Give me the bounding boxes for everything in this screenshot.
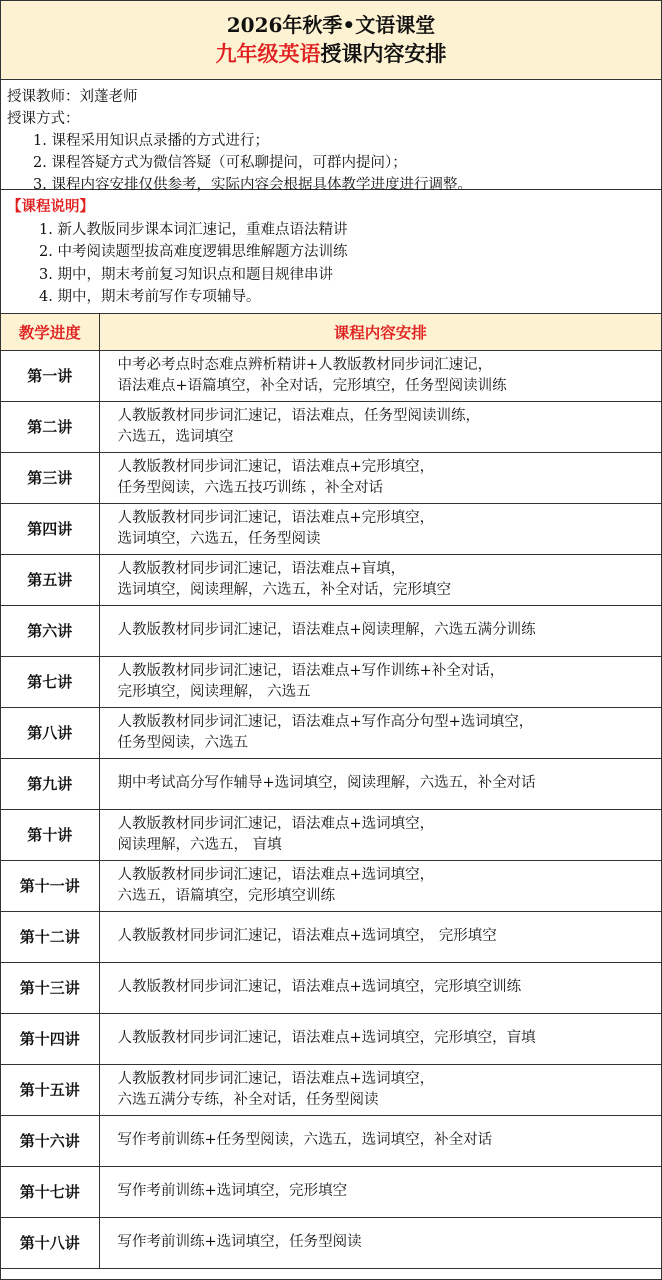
table-row: [1, 860, 661, 911]
teaching-info: [1, 80, 661, 193]
content-line: 人教版教材同步词汇速记，语法难点+写作训练+补全对话，: [117, 662, 505, 679]
course-note-item: 3. 期中，期末考前复习知识点和题目规律串讲: [39, 266, 333, 283]
content-line: 人教版教材同步词汇速记，语法难点+选词填空， 完形填空: [117, 928, 497, 944]
table-row: [1, 1166, 661, 1217]
content-line: 选词填空，六选五，任务型阅读: [117, 530, 321, 547]
page-title: 2026年秋季•文语课堂: [226, 13, 436, 37]
subtitle-highlight: 九年级英语: [215, 41, 321, 66]
table-row: [1, 554, 661, 605]
content-line: 人教版教材同步词汇速记，语法难点+选词填空，: [117, 1070, 435, 1087]
lecture-content: [99, 860, 661, 911]
page-header: [1, 1, 661, 80]
course-note-item: 4. 期中，期末考前写作专项辅导。: [39, 289, 261, 305]
content-line: 写作考前训练+选词填空，完形填空: [117, 1183, 348, 1199]
lecture-number: 第十四讲: [1, 1013, 99, 1064]
page-subtitle: [216, 39, 447, 69]
content-line: 期中考试高分写作辅导+选词填空，阅读理解，六选五，补全对话: [117, 775, 536, 791]
lecture-number: 第二讲: [1, 401, 99, 452]
content-line: 人教版教材同步词汇速记，语法难点+写作高分句型+选词填空，: [117, 713, 534, 730]
lecture-content: [99, 503, 661, 554]
lecture-number: 第十讲: [1, 809, 99, 860]
lecture-content: [99, 809, 661, 860]
content-line: 任务型阅读，六选五: [117, 734, 248, 751]
table-row: [1, 605, 661, 656]
course-note-item: 1. 新人教版同步课本词汇速记，重难点语法精讲: [39, 221, 348, 238]
content-line: 任务型阅读，六选五技巧训练 ，补全对话: [117, 479, 384, 496]
content-line: 人教版教材同步词汇速记，语法难点+选词填空，: [117, 815, 435, 832]
content-line: 选词填空，阅读理解，六选五，补全对话，完形填空: [117, 581, 451, 598]
method-label: 授课方式：: [7, 111, 80, 127]
lecture-content: [99, 1115, 661, 1166]
content-line: 人教版教材同步词汇速记，语法难点+选词填空，完形填空训练: [117, 979, 522, 995]
lecture-number: 第十一讲: [1, 860, 99, 911]
table-row: [1, 1217, 661, 1268]
lecture-number: 第十五讲: [1, 1064, 99, 1115]
content-line: 阅读理解，六选五， 盲填: [117, 836, 282, 853]
lecture-number: 第三讲: [1, 452, 99, 503]
column-header-progress: 教学进度: [1, 314, 99, 350]
table-row: [1, 1013, 661, 1064]
table-row: [1, 809, 661, 860]
lecture-content: [99, 1013, 661, 1064]
lecture-number: 第十二讲: [1, 911, 99, 962]
content-line: 六选五满分专练，补全对话，任务型阅读: [117, 1091, 379, 1108]
lecture-number: 第四讲: [1, 503, 99, 554]
lecture-number: 第十八讲: [1, 1217, 99, 1268]
content-line: 写作考前训练+选词填空，任务型阅读: [117, 1234, 362, 1250]
table-row: [1, 350, 661, 401]
schedule-table: [1, 314, 661, 1269]
content-line: 六选五，语篇填空，完形填空训练: [117, 887, 335, 904]
content-line: 语法难点+语篇填空，补全对话，完形填空，任务型阅读训练: [117, 377, 507, 394]
table-row: [1, 758, 661, 809]
content-line: 人教版教材同步词汇速记，语法难点+盲填，: [117, 560, 406, 577]
lecture-number: 第七讲: [1, 656, 99, 707]
content-line: 人教版教材同步词汇速记，语法难点+选词填空，: [117, 866, 435, 883]
content-line: 人教版教材同步词汇速记，语法难点+完形填空，: [117, 509, 435, 526]
table-row: [1, 1064, 661, 1115]
lecture-content: [99, 350, 661, 401]
lecture-content: [99, 1217, 661, 1268]
course-note-item: 2. 中考阅读题型拔高难度逻辑思维解题方法训练: [39, 244, 348, 260]
table-row: [1, 1115, 661, 1166]
lecture-number: 第五讲: [1, 554, 99, 605]
content-line: 人教版教材同步词汇速记，语法难点，任务型阅读训练，: [117, 407, 480, 424]
content-line: 六选五，选词填空: [117, 428, 234, 445]
lecture-number: 第九讲: [1, 758, 99, 809]
method-item: 1. 课程采用知识点录播的方式进行；: [33, 133, 269, 149]
table-row: [1, 656, 661, 707]
lecture-content: [99, 401, 661, 452]
column-header-content: 课程内容安排: [99, 314, 661, 350]
lecture-content: [99, 554, 661, 605]
method-item: 2. 课程答疑方式为微信答疑（可私聊提问，可群内提问）；: [33, 155, 407, 171]
course-notes: [1, 190, 661, 314]
lecture-content: [99, 911, 661, 962]
lecture-content: [99, 1166, 661, 1217]
lecture-content: [99, 656, 661, 707]
lecture-number: 第十七讲: [1, 1166, 99, 1217]
table-row: [1, 401, 661, 452]
method-item: 3. 课程内容安排仅供参考，实际内容会根据具体教学进度进行调整。: [33, 177, 472, 193]
lecture-number: 第十三讲: [1, 962, 99, 1013]
course-notes-title: 【课程说明】: [7, 198, 94, 215]
lecture-content: [99, 452, 661, 503]
content-line: 人教版教材同步词汇速记，语法难点+选词填空，完形填空，盲填: [117, 1030, 536, 1046]
content-line: 人教版教材同步词汇速记，语法难点+阅读理解，六选五满分训练: [117, 622, 536, 638]
lecture-content: [99, 605, 661, 656]
content-line: 完形填空，阅读理解， 六选五: [117, 683, 311, 700]
table-row: [1, 962, 661, 1013]
table-row: [1, 911, 661, 962]
content-line: 写作考前训练+任务型阅读，六选五，选词填空，补全对话: [117, 1132, 493, 1148]
teacher-line: 授课教师：刘蓬老师: [7, 89, 138, 105]
lecture-content: [99, 962, 661, 1013]
lecture-content: [99, 1064, 661, 1115]
table-header-row: [1, 314, 661, 350]
subtitle-rest: 授课内容安排: [320, 41, 447, 66]
lecture-number: 第一讲: [1, 350, 99, 401]
content-line: 人教版教材同步词汇速记，语法难点+完形填空，: [117, 458, 435, 475]
content-line: 中考必考点时态难点辨析精讲+人教版教材同步词汇速记，: [117, 356, 493, 373]
table-row: [1, 452, 661, 503]
lecture-content: [99, 707, 661, 758]
lecture-content: [99, 758, 661, 809]
table-row: [1, 503, 661, 554]
lecture-number: 第八讲: [1, 707, 99, 758]
lecture-number: 第六讲: [1, 605, 99, 656]
lecture-number: 第十六讲: [1, 1115, 99, 1166]
table-row: [1, 707, 661, 758]
